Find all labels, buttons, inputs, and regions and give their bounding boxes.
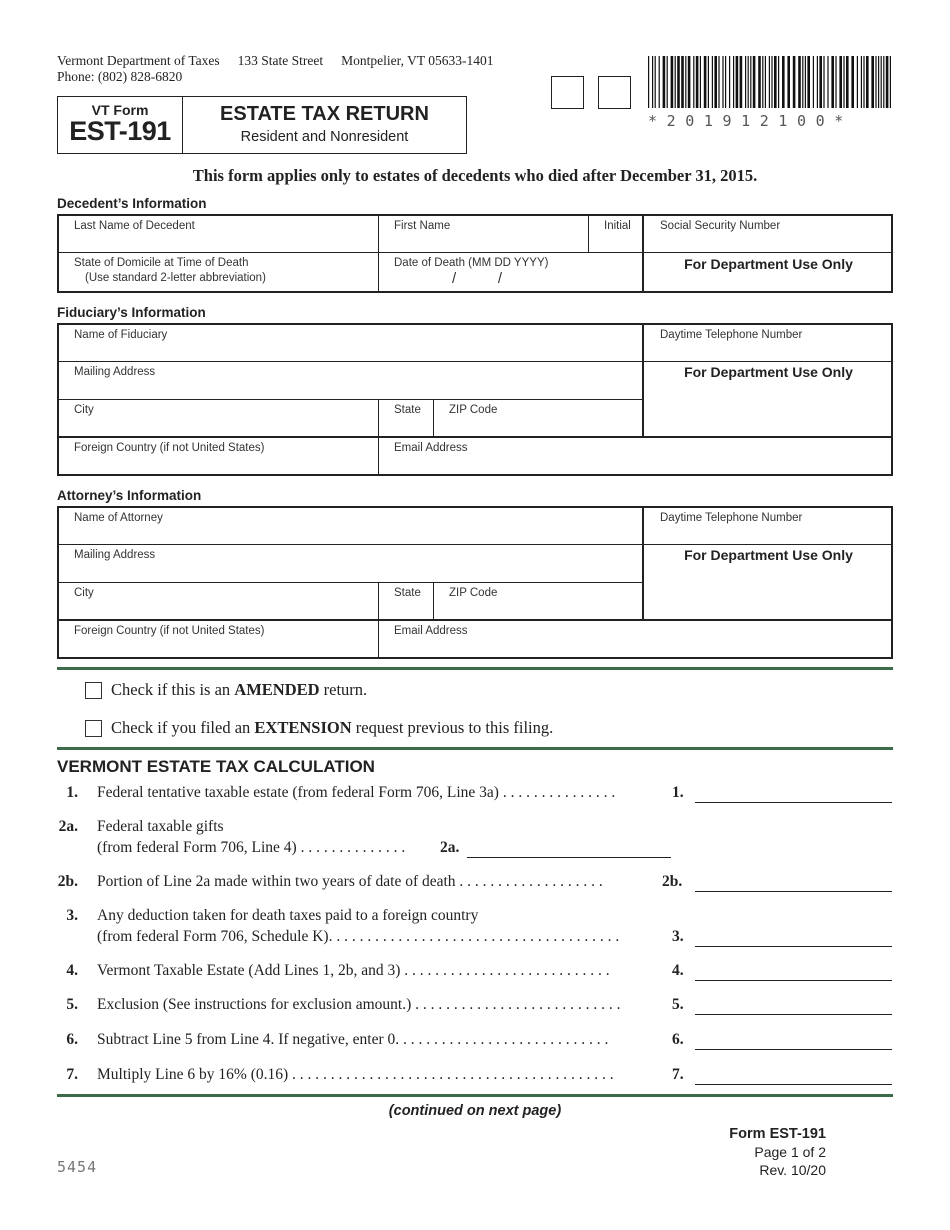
fiduciary-phone-field[interactable] [645,325,892,361]
line-2a-label: 2a. [440,839,460,856]
attorney-phone-field[interactable] [645,508,892,544]
date-slashes: / / [452,270,503,287]
form-number: EST-191 [69,116,171,146]
line-2b-number: 2b. [57,873,78,890]
fiduciary-phone-label: Daytime Telephone Number [660,329,803,341]
decedent-grid [57,214,893,293]
barcode [648,56,892,108]
line-3-input[interactable] [695,946,892,947]
line-1-number: 1. [66,784,78,801]
agency-phone: Phone: (802) 828-6820 [57,69,183,84]
attorney-state-label: State [394,587,421,599]
fiduciary-state-label: State [394,404,421,416]
attorney-city-field[interactable] [59,583,378,619]
last-name-label: Last Name of Decedent [74,220,195,232]
form-title: ESTATE TAX RETURN [220,103,429,125]
attorney-mailing-field[interactable] [59,545,642,582]
fiduciary-email-label: Email Address [394,442,468,454]
attorney-foreign-field[interactable] [59,621,378,658]
line-3-text-2: (from federal Form 706, Schedule K). . . . . . . . . . . . . . . . . . . . . . . . . . . . . . . . . . . . . . [97,928,620,945]
calc-heading: VERMONT ESTATE TAX CALCULATION [57,757,375,776]
line-2a-number: 2a. [58,818,78,835]
line-2a-text-2: (from federal Form 706, Line 4) . . . . . . . . . . . . . . [97,839,406,856]
fiduciary-city-field[interactable] [59,400,378,436]
attorney-phone-label: Daytime Telephone Number [660,512,803,524]
fiduciary-city-label: City [74,404,94,416]
decedent-heading: Decedent’s Information [57,196,207,211]
domicile-label: State of Domicile at Time of Death [74,257,249,269]
form-footer-id [729,1124,826,1179]
line-1-label: 1. [672,784,684,801]
form-title-cell [183,97,466,153]
fiduciary-heading: Fiduciary’s Information [57,305,206,320]
fiduciary-mailing-label: Mailing Address [74,366,156,378]
line-5-label: 5. [672,996,684,1013]
continued-note: (continued on next page) [388,1103,562,1119]
line-6-number: 6. [66,1031,78,1048]
line-3-number: 3. [66,907,78,924]
applies-note: This form applies only to estates of decedents who died after December 31, 2015. [192,166,758,185]
line-6-label: 6. [672,1031,684,1048]
green-divider-top [57,667,893,670]
fiduciary-grid [57,323,893,476]
amended-label: Check if this is an AMENDED return. [111,680,368,699]
last-name-field[interactable] [59,216,378,252]
line-1-input[interactable] [695,802,892,803]
agency-city: Montpelier, VT 05633-1401 [341,53,494,68]
line-2b-label: 2b. [662,873,683,890]
fiduciary-zip-label: ZIP Code [449,404,498,416]
line-5-text: Exclusion (See instructions for exclusion amount.) . . . . . . . . . . . . . . . . . . . . . . . . . . . [97,996,621,1013]
green-divider-bottom [57,1094,893,1097]
extension-checkbox[interactable] [85,720,102,737]
attorney-zip-field[interactable] [434,583,642,619]
attorney-name-label: Name of Attorney [74,512,163,524]
attorney-foreign-label: Foreign Country (if not United States) [74,625,265,637]
extension-label: Check if you filed an EXTENSION request previous to this filing. [111,718,554,737]
line-5-input[interactable] [695,1014,892,1015]
date-of-death-field[interactable] [379,253,642,293]
domicile-field[interactable] [59,253,378,293]
corner-box-1 [551,76,584,109]
fiduciary-mailing-field[interactable] [59,362,642,399]
attorney-grid [57,506,893,659]
fiduciary-name-label: Name of Fiduciary [74,329,168,341]
domicile-note: (Use standard 2-letter abbreviation) [85,272,266,284]
agency-street: 133 State Street [237,53,324,68]
form-code: 5454 [57,1158,98,1176]
corner-box-2 [598,76,631,109]
line-7-text: Multiply Line 6 by 16% (0.16) . . . . . . . . . . . . . . . . . . . . . . . . . . . . . . . . . . . . . . . . . . [97,1066,614,1083]
amended-checkbox[interactable] [85,682,102,699]
ssn-label: Social Security Number [660,220,781,232]
barcode-number: *201912100* [648,112,853,130]
attorney-name-field[interactable] [59,508,642,544]
line-7-number: 7. [66,1066,78,1083]
form-title-box [57,96,467,154]
dept-use-attorney: For Department Use Only [684,547,853,563]
attorney-email-label: Email Address [394,625,468,637]
line-4-label: 4. [672,962,684,979]
line-2a-input[interactable] [467,857,671,858]
line-4-input[interactable] [695,980,892,981]
line-7-label: 7. [672,1066,684,1083]
initial-label: Initial [604,220,631,232]
line-1-text: Federal tentative taxable estate (from federal Form 706, Line 3a) . . . . . . . . . . . . . . . [97,784,616,801]
footer-form-name: Form EST-191 [729,1126,826,1142]
line-5-number: 5. [66,996,78,1013]
form-label: VT Form [91,102,149,118]
attorney-mailing-label: Mailing Address [74,549,156,561]
attorney-state-field[interactable] [379,583,433,619]
date-of-death-label: Date of Death (MM DD YYYY) [394,257,549,269]
line-2b-input[interactable] [695,891,892,892]
fiduciary-zip-field[interactable] [434,400,642,436]
green-divider-mid [57,747,893,750]
attorney-city-label: City [74,587,94,599]
first-name-label: First Name [394,220,451,232]
form-subtitle: Resident and Nonresident [240,129,409,145]
agency-address [57,53,511,85]
line-4-number: 4. [66,962,78,979]
attorney-heading: Attorney’s Information [57,488,202,503]
attorney-zip-label: ZIP Code [449,587,498,599]
fiduciary-email-field[interactable] [379,438,892,475]
line-2a-text: Federal taxable gifts [97,818,224,835]
agency-name: Vermont Department of Taxes [57,53,220,68]
line-7-input[interactable] [695,1084,892,1085]
first-name-field[interactable] [379,216,588,252]
dept-use-fiduciary: For Department Use Only [684,364,853,380]
fiduciary-state-field[interactable] [379,400,433,436]
line-3-label: 3. [672,928,684,945]
line-6-input[interactable] [695,1049,892,1050]
fiduciary-foreign-label: Foreign Country (if not United States) [74,442,265,454]
form-id-cell [58,97,183,153]
line-3-text: Any deduction taken for death taxes paid to a foreign country [97,907,479,924]
line-6-text: Subtract Line 5 from Line 4. If negative, enter 0. . . . . . . . . . . . . . . . . . . . . . . . . . . . [97,1031,609,1048]
footer-page: Page 1 of 2 [754,1144,826,1160]
fiduciary-foreign-field[interactable] [59,438,378,475]
line-2b-text: Portion of Line 2a made within two years of date of death . . . . . . . . . . . . . . . . . . . [97,873,603,890]
initial-field[interactable] [589,216,642,252]
dept-use-decedent: For Department Use Only [684,256,853,272]
footer-rev: Rev. 10/20 [759,1162,826,1178]
line-4-text: Vermont Taxable Estate (Add Lines 1, 2b, and 3) . . . . . . . . . . . . . . . . . . . . . . . . . . . [97,962,610,979]
fiduciary-name-field[interactable] [59,325,642,361]
ssn-field[interactable] [645,216,892,252]
attorney-email-field[interactable] [379,621,892,658]
